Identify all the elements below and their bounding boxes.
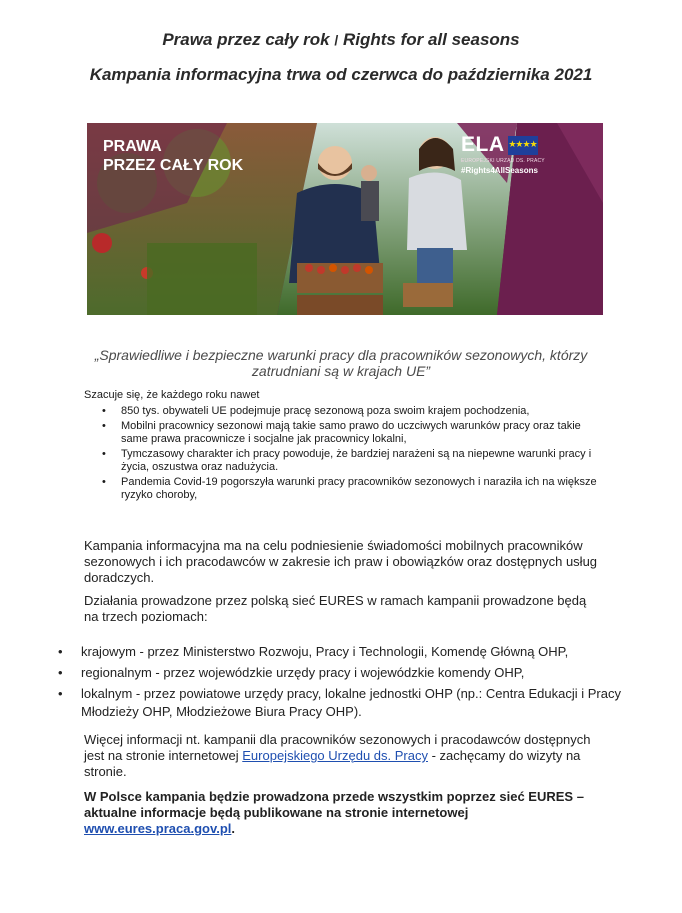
levels-list — [50, 643, 630, 724]
list-item: • krajowym - przez Ministerstwo Rozwoju, Pracy i Technologii, Komendę Główną OHP, — [58, 644, 569, 659]
title-polish: Prawa przez cały rok — [162, 30, 330, 49]
ela-logo — [461, 133, 545, 175]
facts-list — [95, 405, 605, 504]
bullet-icon: • — [58, 686, 63, 701]
bullet-icon: • — [102, 476, 106, 488]
ela-website-link[interactable]: Europejskiego Urzędu ds. Pracy — [242, 748, 428, 763]
title-english: Rights for all seasons — [342, 30, 520, 49]
title-separator: / — [334, 32, 339, 48]
facts-intro: Szacuje się, że każdego roku nawet — [84, 389, 260, 401]
bullet-icon: • — [58, 644, 63, 659]
bullet-icon: • — [102, 405, 106, 417]
list-item: • lokalnym - przez powiatowe urzędy pracy, lokalne jednostki OHP (np.: Centra Edukacji i Pracy Młodzieży OHP, Młodzieżowe Biura Pracy OHP). — [58, 686, 621, 719]
bullet-icon: • — [58, 665, 63, 680]
eu-flag-icon: ★★★★ — [508, 136, 538, 155]
bullet-icon: • — [102, 448, 106, 460]
ela-logo-subtext: EUROPEJSKI URZĄD DS. PRACY — [461, 158, 545, 164]
list-item: • 850 tys. obywateli UE podejmuje pracę sezonową poza swoim krajem pochodzenia, — [102, 405, 530, 417]
document-subtitle: Kampania informacyjna trwa od czerwca do października 2021 — [89, 65, 593, 84]
campaign-banner — [87, 123, 603, 315]
bullet-icon: • — [102, 420, 106, 432]
campaign-goal: Kampania informacyjna ma na celu podniesienie świadomości mobilnych pracowników sezonowych i ich pracodawców w zakresie ich praw i obowiązków oraz dostępnych usług doradczych. — [84, 538, 598, 585]
closing-note: W Polsce kampania będzie prowadzona przede wszystkim poprzez sieć EURES – aktualne informacje będą publikowane na stronie internetowej www.eures.praca.gov.pl. — [84, 789, 584, 836]
campaign-hashtag: #Rights4AllSeasons — [461, 166, 538, 175]
levels-intro: Działania prowadzone przez polską sieć EURES w ramach kampanii prowadzone będą na trzech poziomach: — [84, 593, 587, 624]
list-item: • Mobilni pracownicy sezonowi mają takie samo prawo do uczciwych warunków pracy oraz takie same prawa pracownicze i socjalne jak pracownicy lokalni, — [102, 420, 581, 445]
banner-title — [103, 137, 243, 175]
campaign-quote: „Sprawiedliwe i bezpieczne warunki pracy dla pracowników sezonowych, którzy zatrudniani są w krajach UE” — [94, 347, 588, 379]
banner-title-line2: PRZEZ CAŁY ROK — [103, 157, 244, 174]
document-title — [0, 30, 682, 50]
banner-title-line1: PRAWA — [103, 138, 162, 155]
more-info: Więcej informacji nt. kampanii dla pracowników sezonowych i pracodawców dostępnych jest na stronie internetowej Europejskiego Urzędu ds. Pracy - zachęcamy do wizyty na stronie. — [84, 732, 591, 779]
ela-logo-text: ELA — [461, 133, 505, 156]
list-item: • Tymczasowy charakter ich pracy powoduje, że bardziej narażeni są na niepewne warunki pracy i życia, oszustwa oraz nadużycia. — [102, 448, 592, 473]
list-item: • Pandemia Covid-19 pogorszyła warunki pracy pracowników sezonowych i naraziła ich na większe ryzyko choroby, — [102, 476, 597, 501]
eures-website-link[interactable]: www.eures.praca.gov.pl — [84, 821, 232, 836]
list-item: • regionalnym - przez wojewódzkie urzędy pracy i wojewódzkie komendy OHP, — [58, 665, 525, 680]
